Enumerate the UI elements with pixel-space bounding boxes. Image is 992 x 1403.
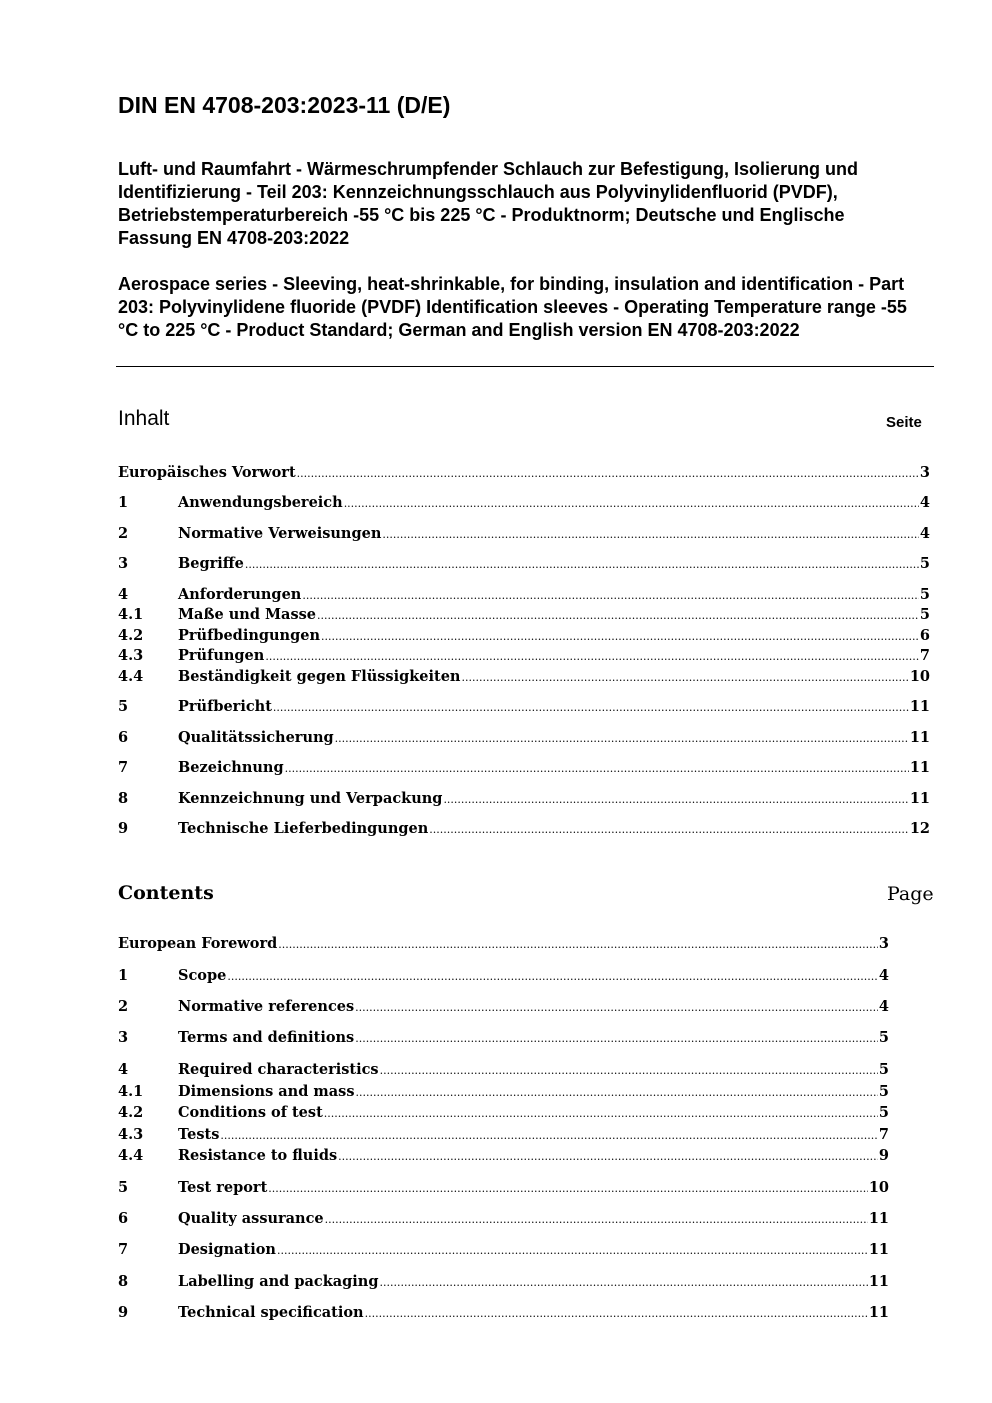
toc-entry-number: 4.4 [118,1147,144,1164]
toc-leader-dots [278,938,878,951]
toc-entry-number: 9 [118,820,129,837]
toc-leader-dots [302,589,919,602]
toc-leader-dots [379,1276,867,1289]
toc-entry-number: 4.1 [118,606,144,623]
toc-en-heading: Contents [118,882,214,904]
toc-entry[interactable] [118,998,889,1018]
toc-entry-page: 7 [878,1126,889,1143]
toc-leader-dots [355,1032,878,1045]
toc-leader-dots [297,467,919,480]
toc-entry-number: 5 [118,1179,129,1196]
toc-leader-dots [443,793,908,806]
document-title: DIN EN 4708-203:2023-11 (D/E) [118,92,451,118]
toc-entry-label: Dimensions and mass [178,1083,355,1100]
toc-entry-page: 10 [868,1179,889,1196]
toc-entry[interactable] [118,606,930,626]
toc-leader-dots [324,1107,878,1120]
toc-leader-dots [365,1307,868,1320]
toc-entry-page: 11 [909,790,930,807]
toc-entry-page: 11 [868,1241,889,1258]
toc-leader-dots [325,1213,868,1226]
toc-leader-dots [317,609,919,622]
toc-entry-label: Normative Verweisungen [178,525,382,542]
toc-entry-label: Designation [178,1241,276,1258]
toc-leader-dots [429,823,909,836]
toc-entry[interactable] [118,1304,889,1324]
toc-entry[interactable] [118,1147,889,1167]
toc-entry-page: 5 [919,586,930,603]
toc-entry[interactable] [118,1179,889,1199]
toc-entry-page: 5 [878,1029,889,1046]
toc-entry[interactable] [118,967,889,987]
toc-entry-number: 4.3 [118,647,144,664]
toc-entry-number: 4.2 [118,627,144,644]
toc-entry[interactable] [118,1029,889,1049]
toc-entry-number: 8 [118,790,129,807]
toc-leader-dots [268,1182,868,1195]
toc-entry-label: Normative references [178,998,355,1015]
toc-entry-label: Anwendungsbereich [178,494,343,511]
toc-entry-label: Technical specification [178,1304,364,1321]
toc-entry[interactable] [118,820,930,840]
toc-entry[interactable] [118,1241,889,1261]
toc-entry-page: 5 [919,555,930,572]
toc-entry[interactable] [118,586,930,606]
toc-entry-page: 11 [909,759,930,776]
toc-leader-dots [273,701,909,714]
toc-entry[interactable] [118,1104,889,1124]
toc-entry[interactable] [118,494,930,514]
toc-entry-label: Terms and definitions [178,1029,355,1046]
toc-entry[interactable] [118,729,930,749]
toc-entry-page: 4 [919,525,930,542]
toc-leader-dots [338,1150,878,1163]
toc-entry-number: 9 [118,1304,129,1321]
toc-de-heading: Inhalt [118,407,170,430]
toc-leader-dots [355,1086,877,1099]
toc-entry[interactable] [118,647,930,667]
toc-leader-dots [245,558,919,571]
toc-en-page-label: Page [887,883,934,905]
toc-entry-label: Begriffe [178,555,244,572]
toc-entry-page: 10 [909,668,930,685]
title-english: Aerospace series - Sleeving, heat-shrinkable, for binding, insulation and identification - Part 203: Polyvinylidene fluoride (PVDF) Identification sleeves - Operating Temperature range -55 °C to 225 °C - Product Standard; German and English version EN 4708-203:2022 [118,274,907,340]
toc-entry[interactable] [118,1273,889,1293]
toc-entry-label: Labelling and packaging [178,1273,379,1290]
toc-entry[interactable] [118,935,889,955]
toc-entry-label: Quality assurance [178,1210,324,1227]
toc-entry-label: Anforderungen [178,586,302,603]
toc-entry-number: 5 [118,698,129,715]
title-german: Luft- und Raumfahrt - Wärmeschrumpfender Schlauch zur Befestigung, Isolierung und Identifizierung - Teil 203: Kennzeichnungsschlauch aus Polyvinylidenfluorid (PVDF), Betriebstemperaturbereich -55 °C bis 225 °C - Produktnorm; Deutsche und Englische Fassung EN 4708-203:2022 [118,159,859,248]
toc-entry-number: 1 [118,967,129,984]
toc-entry-page: 4 [919,494,930,511]
toc-entry-label: Kennzeichnung und Verpackung [178,790,443,807]
toc-entry-page: 11 [909,698,930,715]
toc-entry-page: 11 [868,1304,889,1321]
toc-entry-label: Bezeichnung [178,759,284,776]
toc-entry[interactable] [118,1061,889,1081]
toc-entry-label: Qualitätssicherung [178,729,334,746]
toc-entry[interactable] [118,668,930,688]
toc-entry-page: 4 [878,967,889,984]
toc-entry[interactable] [118,790,930,810]
toc-entry-number: 3 [118,555,129,572]
toc-entry-page: 3 [878,935,889,952]
toc-leader-dots [382,528,919,541]
toc-leader-dots [335,732,909,745]
toc-entry-number: 7 [118,1241,129,1258]
toc-entry[interactable] [118,1210,889,1230]
toc-entry-label: Maße und Masse [178,606,317,623]
toc-entry[interactable] [118,525,930,545]
toc-entry-number: 2 [118,998,129,1015]
toc-entry-page: 6 [919,627,930,644]
toc-entry-page: 7 [919,647,930,664]
toc-leader-dots [220,1129,878,1142]
toc-entry-number: 4.3 [118,1126,144,1143]
toc-leader-dots [461,671,908,684]
toc-entry-page: 11 [909,729,930,746]
title-divider [116,366,934,367]
toc-entry[interactable] [118,464,930,484]
toc-entry-number: 4 [118,586,129,603]
toc-entry-number: 3 [118,1029,129,1046]
toc-entry-label: Scope [178,967,227,984]
toc-entry-number: 8 [118,1273,129,1290]
toc-entry-number: 4.2 [118,1104,144,1121]
toc-entry-number: 2 [118,525,129,542]
toc-entry-page: 11 [868,1210,889,1227]
toc-leader-dots [344,497,919,510]
toc-entry[interactable] [118,698,930,718]
toc-entry-page: 12 [909,820,930,837]
toc-entry-label: Technische Lieferbedingungen [178,820,429,837]
toc-leader-dots [321,630,919,643]
toc-entry-page: 5 [878,1083,889,1100]
toc-entry-page: 11 [868,1273,889,1290]
toc-entry-number: 4.1 [118,1083,144,1100]
toc-entry[interactable] [118,627,930,647]
toc-entry-number: 4 [118,1061,129,1078]
toc-de-page-label: Seite [886,414,922,431]
toc-leader-dots [285,762,909,775]
toc-entry-number: 6 [118,1210,129,1227]
toc-leader-dots [380,1064,878,1077]
toc-entry-number: 4.4 [118,668,144,685]
toc-entry-page: 5 [878,1104,889,1121]
toc-entry-number: 6 [118,729,129,746]
toc-leader-dots [265,650,919,663]
toc-entry-label: Prüfungen [178,647,265,664]
toc-entry-page: 4 [878,998,889,1015]
toc-entry-label: Test report [178,1179,268,1196]
toc-entry-label: Prüfbedingungen [178,627,321,644]
toc-entry-label: Beständigkeit gegen Flüssigkeiten [178,668,461,685]
toc-leader-dots [355,1001,878,1014]
toc-entry-number: 1 [118,494,129,511]
toc-entry-page: 5 [919,606,930,623]
toc-entry-label: Resistance to fluids [178,1147,338,1164]
toc-entry[interactable] [118,555,930,575]
toc-entry-page: 5 [878,1061,889,1078]
toc-entry-label: Europäisches Vorwort [118,464,296,481]
toc-entry-label: Prüfbericht [178,698,272,715]
toc-entry[interactable] [118,759,930,779]
toc-entry-page: 3 [919,464,930,481]
toc-entry-page: 9 [878,1147,889,1164]
toc-entry-label: Tests [178,1126,220,1143]
toc-leader-dots [227,970,878,983]
toc-entry-label: European Foreword [118,935,278,952]
toc-entry-number: 7 [118,759,129,776]
toc-entry[interactable] [118,1126,889,1146]
toc-leader-dots [277,1244,868,1257]
toc-entry-label: Required characteristics [178,1061,379,1078]
toc-entry[interactable] [118,1083,889,1103]
toc-entry-label: Conditions of test [178,1104,323,1121]
